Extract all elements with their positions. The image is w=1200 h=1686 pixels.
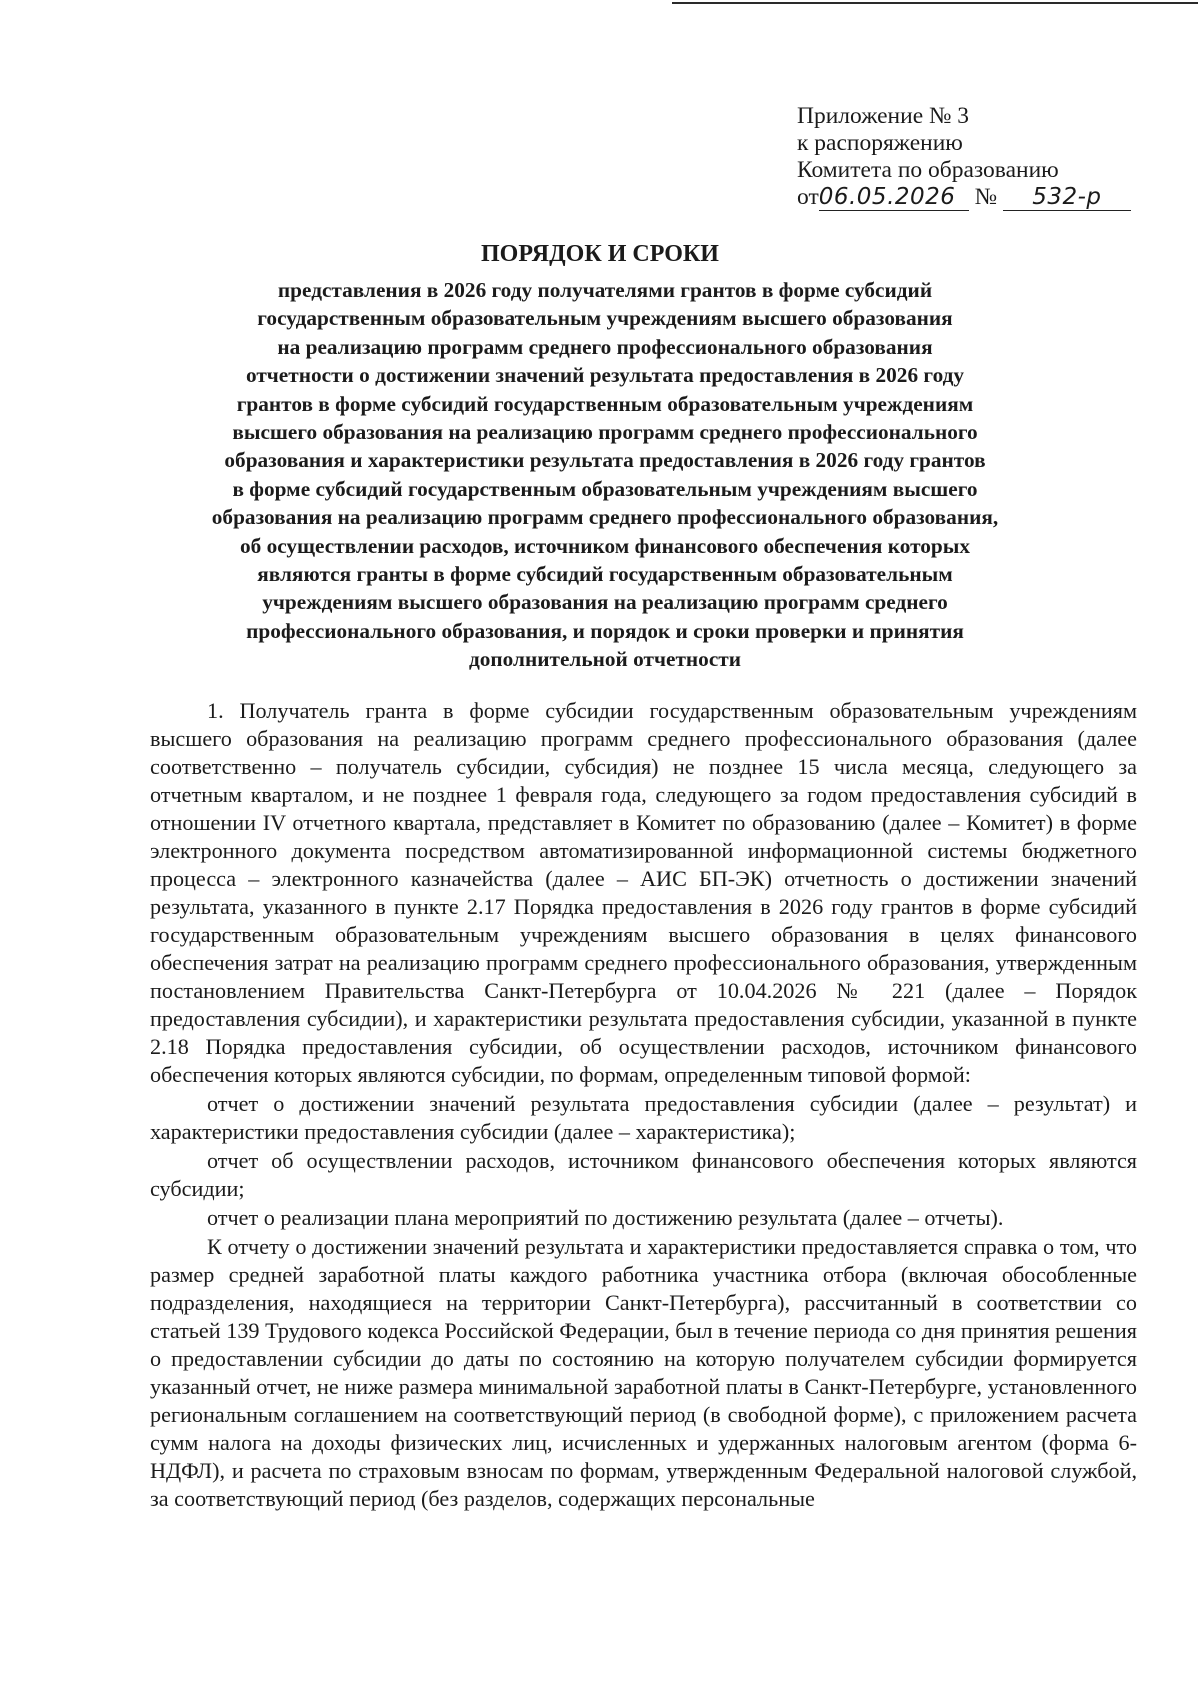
handwritten-number: 532-р [1003,184,1131,211]
document-body [150,697,1137,1513]
number-prefix: № [974,184,998,210]
appendix-line-3: Комитета по образованию [797,157,1059,183]
appendix-date-line [797,184,1131,211]
paragraph-report-results: отчет о достижении значений результата предоставления субсидии (далее – результат) и характеристики предоставления субсидии (далее – характеристика); [150,1091,1137,1144]
subtitle-line: грантов в форме субсидий государственным образовательным учреждениям [236,391,974,416]
date-prefix: от [797,184,819,210]
subtitle-line: на реализацию программ среднего профессионального образования [277,334,933,359]
paragraph-report-plan: отчет о реализации плана мероприятий по достижению результата (далее – отчеты). [207,1205,1004,1230]
appendix-header [797,103,1131,211]
subtitle-line: высшего образования на реализацию программ среднего профессионального [232,420,978,445]
appendix-line-2: к распоряжению [797,130,963,156]
subtitle-line: об осуществлении расходов, источником финансового обеспечения которых [239,533,971,558]
subtitle-line: отчетности о достижении значений результата предоставления в 2026 году [245,363,965,388]
subtitle-line: являются гранты в форме субсидий государственным образовательным [257,562,953,587]
top-edge-rule [672,2,1198,4]
subtitle-line: образования на реализацию программ среднего профессионального образования, [211,505,999,530]
document-subtitle [150,276,1060,674]
subtitle-line: учреждениям высшего образования на реализацию программ среднего [262,590,948,615]
subtitle-line: профессионального образования, и порядок и сроки проверки и принятия [246,618,964,643]
subtitle-line: представления в 2026 году получателями грантов в форме субсидий [277,278,933,302]
subtitle-line: государственным образовательным учреждениям высшего образования [257,306,953,331]
paragraph-salary-certificate: К отчету о достижении значений результата и характеристики предоставляется справка о том, что размер средней заработной платы каждого работника участника отбора (включая обособленные подразделения, находящиеся на территории Санкт-Петербурга), рассчитанный в соответствии со статьей 139 Трудового кодекса Российской Федерации, был в течение периода со дня принятия решения о предоставлении субсидии до даты по состоянию на которую получателем субсидии формируется указанный отчет, не ниже размера минимальной заработной платы в Санкт-Петербурге, установленного региональным соглашением на соответствующий период (в свободной форме), с приложением расчета сумм налога на доходы физических лиц, исчисленных и удержанных налоговым агентом (форма 6-НДФЛ), и расчета по страховым взносам по формам, утвержденным Федеральной налоговой службой, за соответствующий период (без разделов, содержащих персональные [150,1234,1137,1511]
subtitle-line: в форме субсидий государственным образовательным учреждениям высшего [232,476,978,501]
handwritten-date: 06.05.2026 [819,184,969,211]
paragraph-item-1: 1. Получатель гранта в форме субсидии государственным образовательным учреждениям высшего образования на реализацию программ среднего профессионального образования (далее соответственно – получатель субсидии, субсидия) не позднее 15 числа месяца, следующего за отчетным кварталом, и не позднее 1 февраля года, следующего за годом предоставления субсидий в отношении IV отчетного квартала, представляет в Комитет по образованию (далее – Комитет) в форме электронного документа посредством автоматизированной информационной системы бюджетного процесса – электронного казначейства (далее – АИС БП-ЭК) отчетность о достижении значений результата, указанного в пункте 2.17 Порядка предоставления в 2026 году грантов в форме субсидий государственным образовательным учреждениям высшего образования в целях финансового обеспечения затрат на реализацию программ среднего профессионального образования, утвержденным постановлением Правительства Санкт-Петербурга от 10.04.2026 № 221 (далее – Порядок предоставления субсидии), и характеристики результата предоставления субсидии, указанной в пункте 2.18 Порядка предоставления субсидии, об осуществлении расходов, источником финансового обеспечения которых являются субсидии, по формам, определенным типовой формой: [150,698,1137,1087]
document-title: ПОРЯДОК И СРОКИ [481,241,719,267]
subtitle-line: дополнительной отчетности [468,647,742,672]
appendix-line-1: Приложение № 3 [797,103,970,129]
subtitle-line: образования и характеристики результата предоставления в 2026 году грантов [224,448,986,473]
paragraph-report-expenses: отчет об осуществлении расходов, источником финансового обеспечения которых являются субсидии; [150,1148,1137,1201]
